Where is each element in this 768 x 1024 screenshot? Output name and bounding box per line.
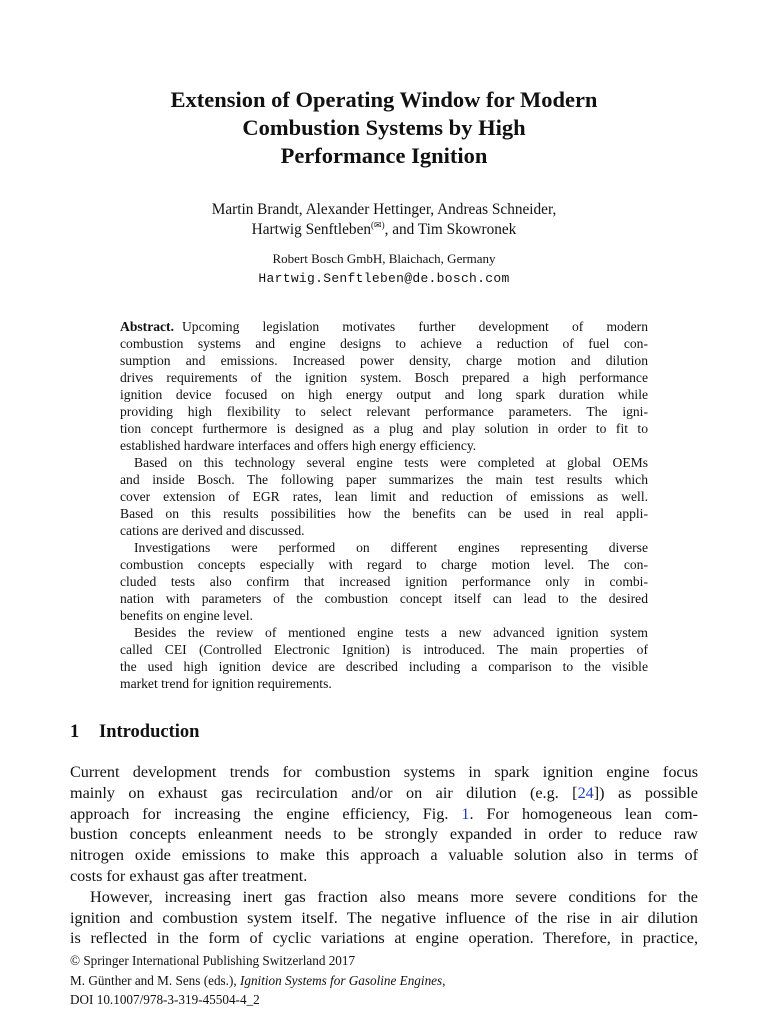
introduction-body bbox=[70, 762, 698, 949]
authors-line: Martin Brandt, Alexander Hettinger, Andreas Schneider, bbox=[211, 201, 557, 218]
title-line: Performance Ignition bbox=[280, 143, 488, 168]
author-name: , and Tim Skowronek bbox=[384, 221, 517, 238]
abstract-line: combustion concepts especially with regard to charge motion level. The con- bbox=[120, 557, 648, 572]
abstract-line: combustion systems and engine designs to achieve a reduction of fuel con- bbox=[120, 336, 648, 351]
section-heading bbox=[70, 720, 199, 744]
abstract-line: established hardware interfaces and offers high energy efficiency. bbox=[120, 438, 477, 453]
authors bbox=[0, 200, 768, 240]
abstract-line: Abstract. Upcoming legislation motivates further development of modern bbox=[120, 319, 648, 334]
affiliation: Robert Bosch GmbH, Blaichach, Germany bbox=[272, 251, 496, 266]
title-line: Extension of Operating Window for Modern bbox=[170, 87, 598, 112]
abstract-line: sumption and emissions. Increased power density, charge motion and dilution bbox=[120, 353, 648, 368]
abstract bbox=[120, 318, 648, 692]
abstract-line: drives requirements of the ignition system. Bosch prepared a high performance bbox=[120, 370, 648, 385]
text-line: mainly on exhaust gas recirculation and/or on air dilution (e.g. [24]) as possible bbox=[70, 783, 698, 802]
abstract-line: market trend for ignition requirements. bbox=[120, 676, 332, 691]
citation-link[interactable]: 24 bbox=[577, 783, 594, 802]
text-line: However, increasing inert gas fraction also means more severe conditions for the bbox=[90, 887, 698, 906]
doi: DOI 10.1007/978-3-319-45504-4_2 bbox=[70, 992, 260, 1007]
text-line: nitrogen oxide emissions to make this approach a valuable solution also in terms of bbox=[70, 846, 698, 865]
authors-line bbox=[0, 220, 768, 240]
abstract-line: cations are derived and discussed. bbox=[120, 523, 305, 538]
figure-link[interactable]: 1 bbox=[461, 804, 470, 823]
title-line: Combustion Systems by High bbox=[242, 115, 526, 140]
text-line: bustion concepts enleanment needs to be strongly expanded in order to reduce raw bbox=[70, 825, 698, 844]
abstract-line: Besides the review of mentioned engine tests a new advanced ignition system bbox=[134, 625, 648, 640]
text-line: Current development trends for combustion systems in spark ignition engine focus bbox=[70, 763, 698, 781]
abstract-line: and inside Bosch. The following paper summarizes the main test results which bbox=[120, 472, 648, 487]
abstract-line: the used high ignition device are described including a comparison to the visible bbox=[120, 659, 648, 674]
copyright: © Springer International Publishing Switzerland 2017 bbox=[70, 953, 356, 968]
section-number: 1 bbox=[70, 722, 80, 742]
abstract-line: tion concept furthermore is designed as a plug and play solution in order to fit to bbox=[120, 421, 648, 436]
abstract-line: Based on this technology several engine tests were completed at global OEMs bbox=[134, 455, 648, 470]
affiliation-block bbox=[0, 249, 768, 289]
abstract-line: called CEI (Controlled Electronic Ignition) is introduced. The main properties of bbox=[120, 642, 648, 657]
abstract-line: Based on this results possibilities how the benefits can be used in real appli- bbox=[120, 506, 648, 521]
text-line: ignition and combustion system itself. The negative influence of the rise in air dilution bbox=[70, 908, 698, 927]
citation: M. Günther and M. Sens (eds.), Ignition Systems for Gasoline Engines, bbox=[70, 972, 446, 988]
text-line: is reflected in the form of cyclic variations at engine operation. Therefore, in practice, bbox=[70, 929, 698, 948]
footer bbox=[70, 951, 445, 1010]
abstract-line: cluded tests also confirm that increased ignition performance only in combi- bbox=[120, 574, 648, 589]
abstract-line: ignition device focused on high energy output and long spark duration while bbox=[120, 387, 648, 402]
author-name: Hartwig Senftleben bbox=[251, 221, 372, 238]
email-link[interactable]: Hartwig.Senftleben@de.bosch.com bbox=[258, 271, 510, 286]
abstract-line: benefits on engine level. bbox=[120, 608, 253, 623]
envelope-icon: (✉) bbox=[371, 219, 385, 230]
text-line: costs for exhaust gas after treatment. bbox=[70, 866, 308, 885]
abstract-line: nation with parameters of the combustion concept itself can lead to the desired bbox=[120, 591, 648, 606]
abstract-line: providing high flexibility to select relevant performance parameters. The igni- bbox=[120, 404, 648, 419]
abstract-label: Abstract. bbox=[120, 319, 174, 334]
abstract-line: cover extension of EGR rates, lean limit and reduction of emissions as well. bbox=[120, 489, 648, 504]
section-title: Introduction bbox=[99, 722, 200, 742]
paper-title bbox=[0, 86, 768, 170]
abstract-line: Investigations were performed on different engines representing diverse bbox=[134, 540, 648, 555]
text-line: approach for increasing the engine efficiency, Fig. 1. For homogeneous lean com- bbox=[70, 804, 699, 823]
